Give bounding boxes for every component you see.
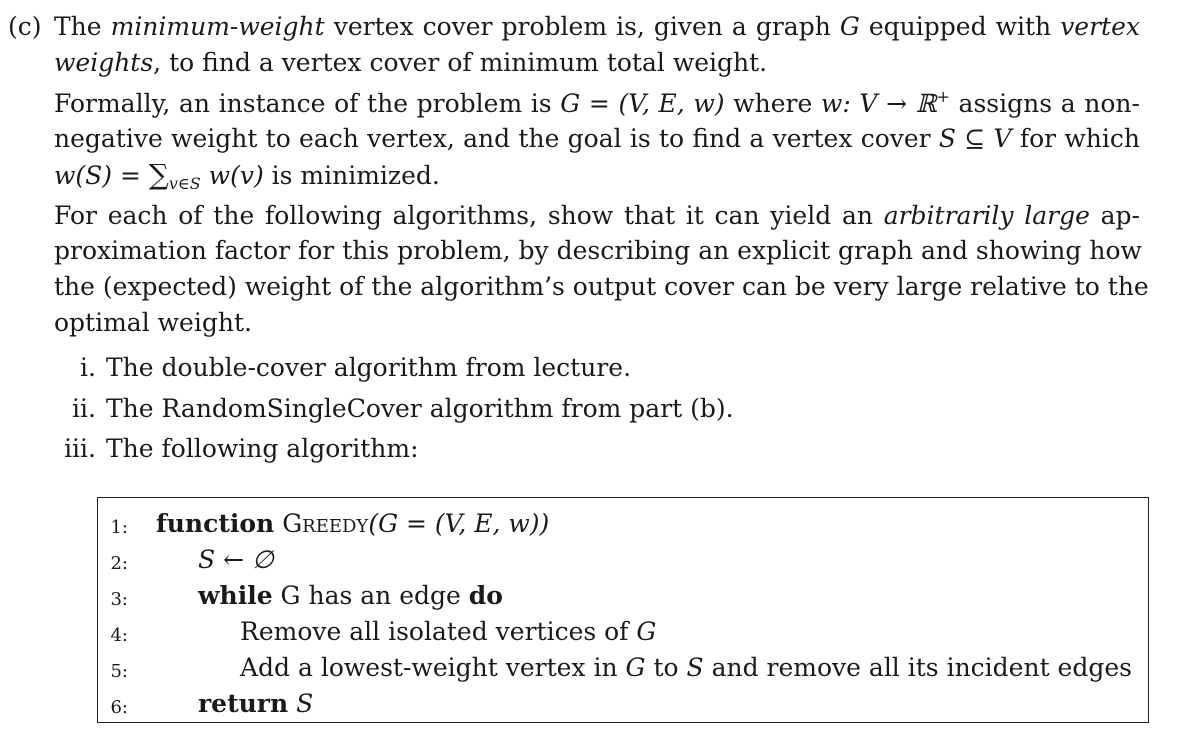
term-minimum-weight: minimum-weight bbox=[110, 12, 325, 41]
list-item: ii. bbox=[72, 394, 96, 423]
line-number: 6: bbox=[110, 697, 128, 718]
formal-line-3: $w(S) = \sum_{v\in S}$ w(v) is minimized. bbox=[54, 158, 440, 193]
list-item-text: The double-cover algorithm from lecture. bbox=[106, 353, 632, 382]
formal-line-2: negative weight to each vertex, and the goal is to find a vertex cover S ⊆ V for which bbox=[54, 124, 1141, 153]
algo-line-1: function Greedy(G = (V, E, w)) bbox=[156, 509, 550, 538]
task-line-3: the (expected) weight of the algorithm’s output cover can be very large relative to the bbox=[54, 272, 1149, 301]
list-item-text: The following algorithm: bbox=[106, 434, 419, 463]
algo-line-6: return S bbox=[198, 689, 314, 718]
line-number: 2: bbox=[110, 553, 128, 574]
algo-line-2: S ← ∅ bbox=[198, 545, 274, 574]
task-line-4: optimal weight. bbox=[54, 308, 252, 337]
task-line-2: proximation factor for this problem, by describing an explicit graph and showing how bbox=[54, 236, 1142, 265]
list-item-text: The RandomSingleCover algorithm from part (b). bbox=[106, 394, 734, 423]
algo-line-4: Remove all isolated vertices of G bbox=[240, 617, 657, 646]
list-item: i. bbox=[80, 353, 96, 382]
algo-line-5: Add a lowest-weight vertex in G to S and remove all its incident edges bbox=[240, 653, 1132, 682]
formal-line-1: Formally, an instance of the problem is G = (V, E, w) where w: V → ℝ+ assigns a non- bbox=[54, 87, 1140, 118]
task-line-1: For each of the following algorithms, show that it can yield an arbitrarily large ap- bbox=[54, 201, 1140, 230]
line-number: 3: bbox=[110, 589, 128, 610]
part-label: (c) bbox=[8, 12, 42, 41]
list-item: iii. bbox=[64, 434, 96, 463]
intro-line-2: weights, to find a vertex cover of minimum total weight. bbox=[54, 48, 768, 77]
algorithm-box bbox=[97, 497, 1149, 723]
algo-line-3: while G has an edge do bbox=[198, 581, 503, 610]
intro-line-1: The minimum-weight vertex cover problem is, given a graph G equipped with vertex bbox=[54, 12, 1140, 41]
line-number: 1: bbox=[110, 517, 128, 538]
line-number: 4: bbox=[110, 625, 128, 646]
line-number: 5: bbox=[110, 661, 128, 682]
